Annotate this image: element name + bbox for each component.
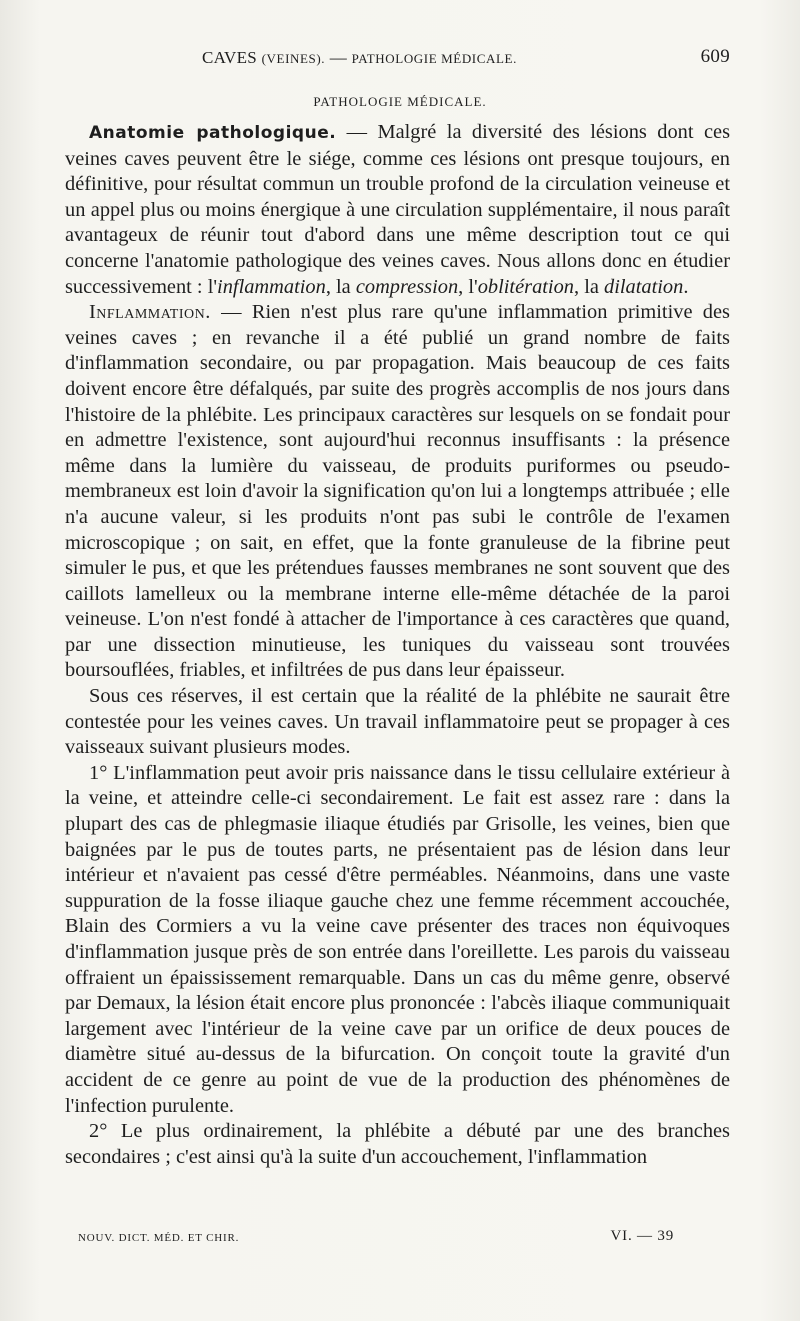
head-title-dash: —	[329, 48, 348, 67]
section-heading: PATHOLOGIE MÉDICALE.	[313, 94, 487, 109]
page-number: 609	[700, 46, 730, 67]
head-title-paren: (VEINES).	[261, 51, 326, 66]
separator-text: , la	[325, 275, 356, 298]
running-head	[64, 46, 730, 72]
paragraph-mode-1: 1° L'inflammation peut avoir pris naissance dans le tissu cellulaire extérieur à la veine, et atteindre celle-ci secondairement. Le fait est assez rare : dans la plupart des cas de phlegmasie iliaque étudiés par Grisolle, les veines, bien que baignées par le pus de toutes parts, ne présentaient pas de lésion dans leur intérieur et n'avaient pas cessé d'être perméables. Néanmoins, dans une vaste suppuration de la fosse iliaque gauche chez une femme récemment accouchée, Blain des Cormiers a vu la veine cave présenter des traces non équivoques d'inflammation jusque près de son entrée dans l'oreillette. Les parois du vaisseau offraient un épaississement remarquable. Dans un cas du même genre, observé par Demaux, la lésion était encore plus prononcée : l'abcès iliaque communiquait largement avec l'intérieur de la veine cave par un orifice de deux pouces de diamètre situé au-dessus de la bifurcation. On conçoit toute la gravité d'un accident de ce genre au point de vue de la production des phénomènes de l'infection purulente.	[65, 761, 730, 1117]
running-head-title	[202, 48, 517, 68]
separator-text: , l'	[458, 275, 478, 298]
italic-term: oblitération	[477, 275, 574, 298]
footer-signature: NOUV. DICT. MÉD. ET CHIR.	[78, 1232, 240, 1244]
head-title-main: CAVES	[202, 48, 258, 67]
footer-volume: VI. — 39	[610, 1228, 674, 1244]
separator-text: , la	[574, 275, 605, 298]
paragraph-lead-anatomie: Anatomie pathologique.	[89, 123, 337, 143]
italic-term: compression	[355, 275, 459, 298]
paragraph-reserves: Sous ces réserves, il est certain que la réalité de la phlébite ne saurait être contestée pour les veines caves. Un travail inflammatoire peut se propager à ces vaisseaux suivant plusieurs modes.	[65, 685, 730, 759]
paragraph-text: — Rien n'est plus rare qu'une inflammation primitive des veines caves ; en revanche il a été publié un grand nombre de faits d'inflammation secondaire, ou par propagation. Mais beaucoup de ces faits doivent encore être défalqués, par suite des progrès accomplis de nos jours dans l'histoire de la phlébite. Les principaux caractères sur lesquels on se fondait pour en admettre l'existence, sont aujourd'hui reconnus insuffisants : la présence même dans la lumière du vaisseau, de produits puriformes ou pseudo-membraneux est loin d'avoir la signification qu'on lui a longtemps attribuée ; elle n'a aucune valeur, si les produits n'ont pas subi le contrôle de l'examen microscopique ; on sait, en effet, que la fonte granuleuse de la fibrine peut simuler le pus, et que les prétendues fausses membranes ne sont souvent que des caillots lamelleux ou la membrane interne elle-même détachée de la paroi veineuse. L'on n'est fondé à attacher de l'importance à ces caractères que quand, par une dissection minutieuse, les tuniques du vaisseau sont trouvées boursouflées, friables, et infiltrées de pus dans leur épaisseur.	[65, 301, 730, 682]
page-footer	[78, 1228, 674, 1248]
paragraph-anatomie	[65, 120, 730, 300]
paragraph-mode-2: 2° Le plus ordinairement, la phlébite a débuté par une des branches secondaires ; c'est ainsi qu'à la suite d'un accouchement, l'inflammation	[65, 1120, 730, 1168]
italic-term: inflammation	[217, 275, 326, 298]
body-text	[65, 120, 730, 1170]
paragraph-inflammation	[65, 300, 730, 684]
paragraph-lead-inflammation: Inflammation.	[89, 301, 211, 324]
paragraph-text: — Malgré la diversité des lésions dont ces veines caves peuvent être le siége, comme ces lésions ont presque toujours, en définitive, pour résultat commun un trouble profond de la circulation veineuse et un appel plus ou moins énergique à une circulation supplémentaire, il nous paraît avantageux de réunir tout d'abord dans une même description tout ce qui concerne l'anatomie pathologique des veines caves. Nous allons donc en étudier successivement : l'	[65, 121, 731, 298]
italic-term: dilatation	[604, 275, 684, 298]
paragraph-end: .	[683, 275, 689, 298]
head-title-section: PATHOLOGIE MÉDICALE.	[351, 51, 517, 66]
